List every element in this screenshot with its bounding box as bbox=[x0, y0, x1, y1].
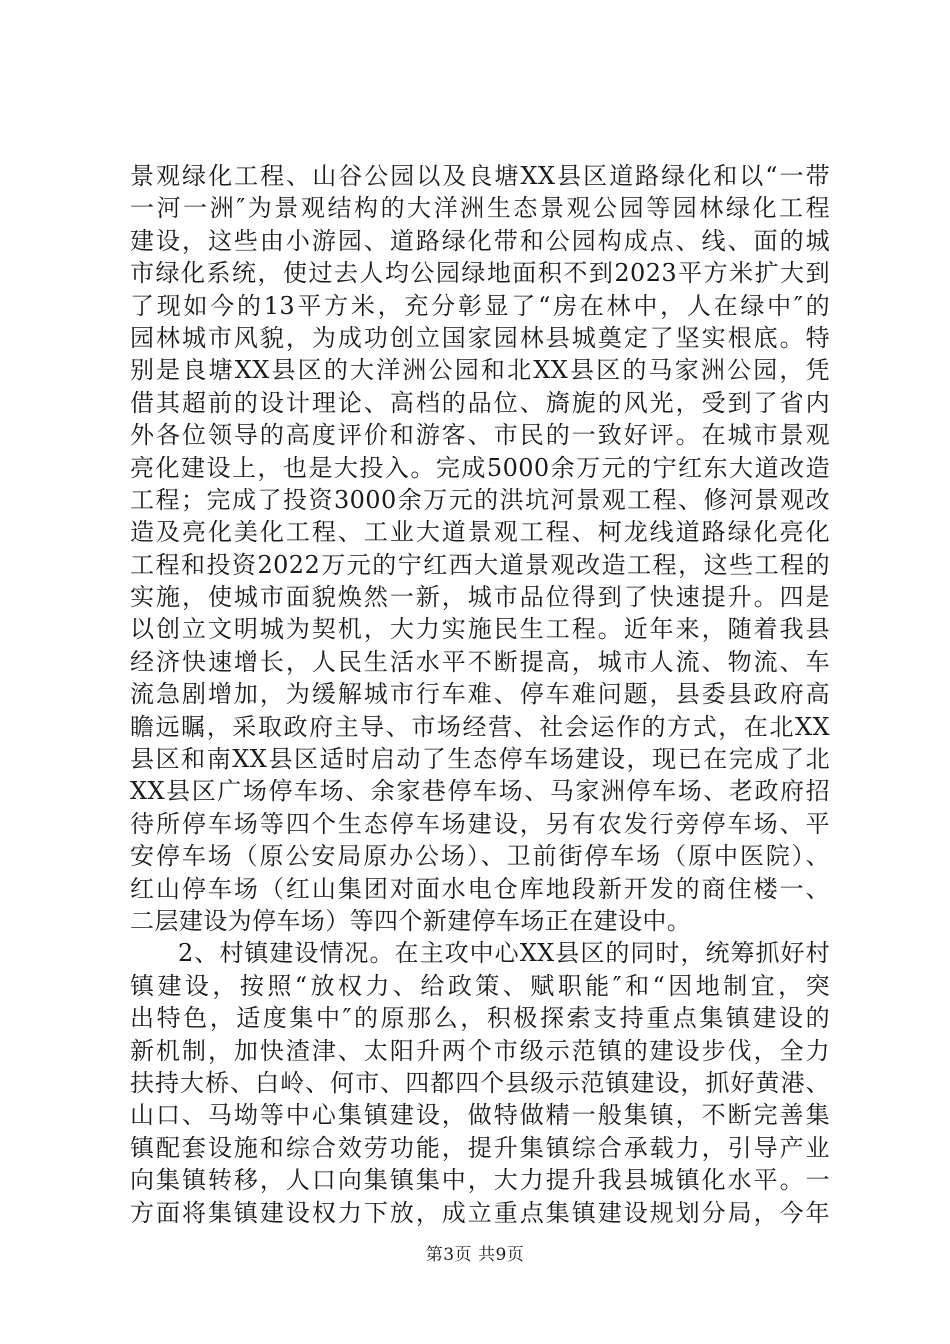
text-line: 经济快速增长，人民生活水平不断提高，城市人流、物流、车 bbox=[130, 647, 830, 676]
paragraph-start-line: 2、村镇建设情况。在主攻中心XX县区的同时，统筹抓好村 bbox=[178, 939, 830, 968]
text-line: 市绿化系统，使过去人均公园绿地面积不到2023平方米扩大到 bbox=[130, 259, 830, 288]
text-line: 工程和投资2022万元的宁红西大道景观改造工程，这些工程的 bbox=[130, 550, 830, 579]
text-line: 新机制，加快渣津、太阳升两个市级示范镇的建设步伐，全力 bbox=[130, 1036, 830, 1065]
text-line: 亮化建设上，也是大投入。完成5000余万元的宁红东大道改造 bbox=[130, 453, 830, 482]
text-line: 实施，使城市面貌焕然一新，城市品位得到了快速提升。四是 bbox=[130, 583, 830, 612]
text-line: 造及亮化美化工程、工业大道景观工程、柯龙线道路绿化亮化 bbox=[130, 518, 830, 547]
text-line: 镇建设，按照“放权力、给政策、赋职能″和“因地制宜，突 bbox=[130, 971, 830, 1000]
text-line: 县区和南XX县区适时启动了生态停车场建设，现已在完成了北 bbox=[130, 745, 830, 774]
text-line: 方面将集镇建设权力下放，成立重点集镇建设规划分局，今年 bbox=[130, 1198, 830, 1227]
text-line: 景观绿化工程、山谷公园以及良塘XX县区道路绿化和以“一带 bbox=[130, 162, 830, 190]
text-line: XX县区广场停车场、余家巷停车场、马家洲停车场、老政府招 bbox=[130, 777, 830, 806]
text-line: 待所停车场等四个生态停车场建设，另有农发行旁停车场、平 bbox=[130, 809, 830, 838]
text-line: 向集镇转移，人口向集镇集中，大力提升我县城镇化水平。一 bbox=[130, 1166, 830, 1195]
body-text bbox=[130, 160, 830, 1229]
text-line: 流急剧增加，为缓解城市行车难、停车难问题，县委县政府高 bbox=[130, 680, 830, 709]
text-line: 二层建设为停车场）等四个新建停车场正在建设中。 bbox=[130, 906, 692, 935]
text-line: 建设，这些由小游园、道路绿化带和公园构成点、线、面的城 bbox=[130, 226, 830, 255]
text-line: 安停车场（原公安局原办公场）、卫前街停车场（原中医院）、 bbox=[130, 842, 830, 871]
text-line: 借其超前的设计理论、高档的品位、旖旎的风光，受到了省内 bbox=[130, 388, 830, 417]
text-line: 了现如今的13平方米，充分彰显了“房在林中，人在绿中″的 bbox=[130, 291, 830, 320]
text-line: 山口、马坳等中心集镇建设，做特做精一般集镇，不断完善集 bbox=[130, 1101, 830, 1130]
text-line: 镇配套设施和综合效劳功能，提升集镇综合承载力，引导产业 bbox=[130, 1133, 830, 1162]
text-line: 出特色，适度集中″的原那么，积极探索支持重点集镇建设的 bbox=[130, 1004, 830, 1033]
text-line: 瞻远瞩，采取政府主导、市场经营、社会运作的方式，在北XX bbox=[130, 712, 830, 741]
page-number-footer: 第3页 共9页 bbox=[425, 1245, 525, 1265]
text-line: 红山停车场（红山集团对面水电仓库地段新开发的商住楼一、 bbox=[130, 874, 830, 903]
text-line: 工程；完成了投资3000余万元的洪坑河景观工程、修河景观改 bbox=[130, 485, 830, 514]
text-line: 一河一洲″为景观结构的大洋洲生态景观公园等园林绿化工程 bbox=[130, 194, 830, 223]
text-line: 别是良塘XX县区的大洋洲公园和北XX县区的马家洲公园，凭 bbox=[130, 356, 830, 385]
text-line: 园林城市风貌，为成功创立国家园林县城奠定了坚实根底。特 bbox=[130, 323, 830, 352]
text-line: 扶持大桥、白岭、何市、四都四个县级示范镇建设，抓好黄港、 bbox=[130, 1068, 830, 1097]
text-line: 外各位领导的高度评价和游客、市民的一致好评。在城市景观 bbox=[130, 421, 830, 450]
text-line: 以创立文明城为契机，大力实施民生工程。近年来，随着我县 bbox=[130, 615, 830, 644]
